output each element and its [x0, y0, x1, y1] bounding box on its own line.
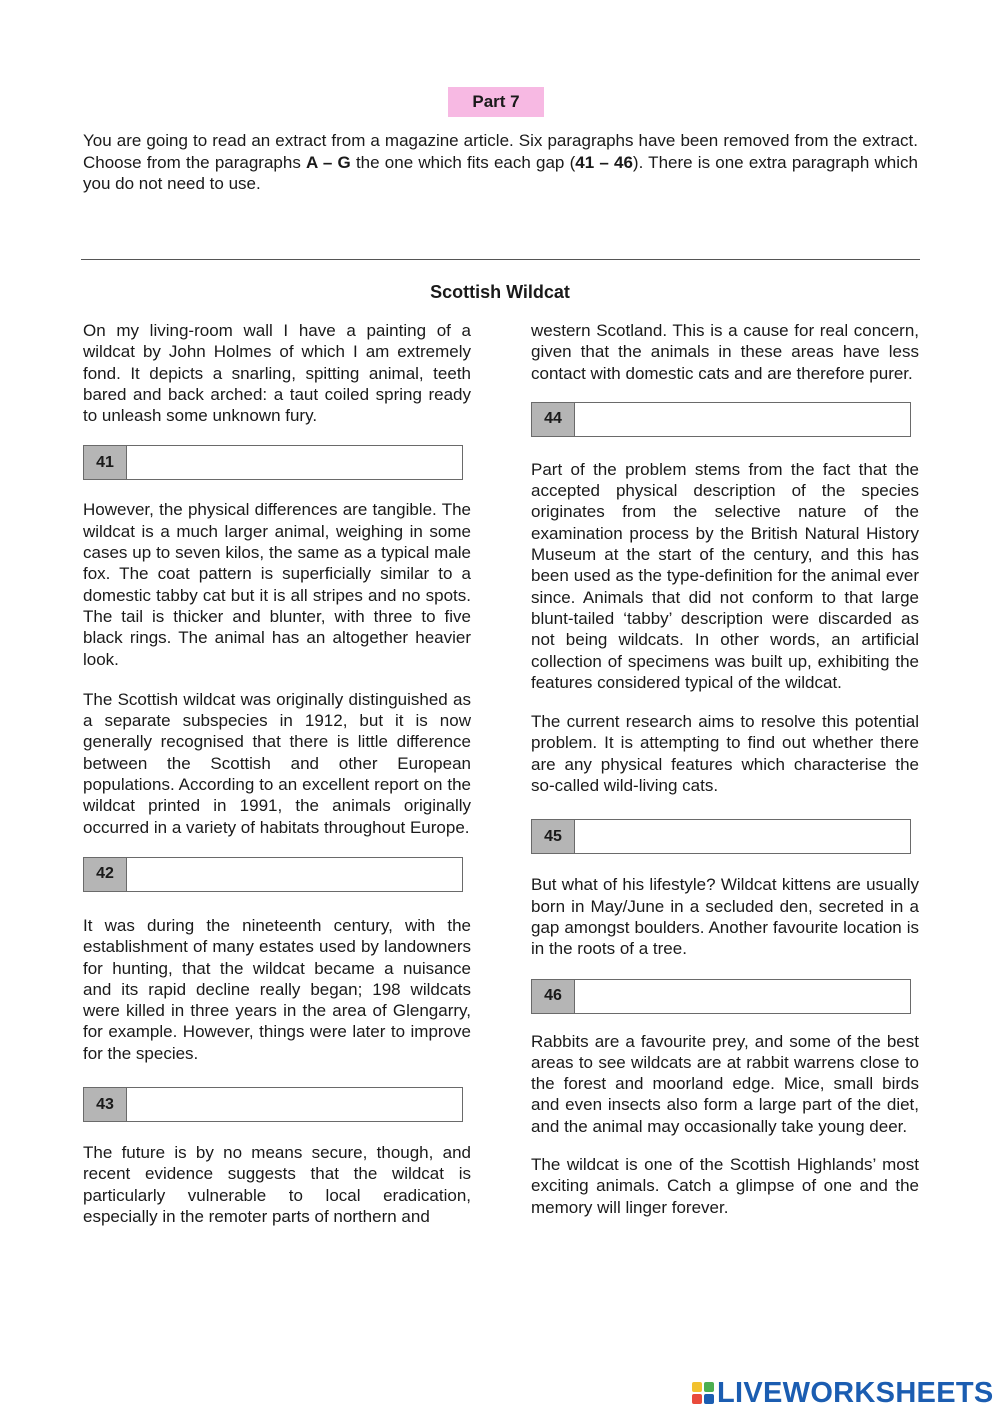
article-paragraph: But what of his lifestyle? Wildcat kittens are usually born in May/June in a secluded den, secreted in a gap amongst boulders. Another favourite location is in the roots of a tree.	[531, 875, 919, 959]
gap-46	[531, 979, 911, 1014]
article-paragraph: The current research aims to resolve this potential problem. It is attempting to find out whether there are any physical features which characterise the so-called wild-living cats.	[531, 712, 919, 796]
gap-number: 45	[532, 820, 575, 853]
gap-number: 43	[84, 1088, 127, 1121]
instructions-text: You are going to read an extract from a magazine article. Six paragraphs have been removed from the extract. Choose from the paragraphs	[83, 131, 918, 172]
article-paragraph: The Scottish wildcat was originally distinguished as a separate subspecies in 1912, but it is now generally recognised that there is little difference between the Scottish and other European populations. According to an excellent report on the wildcat printed in 1991, the animals originally occurred in a variety of habitats throughout Europe.	[83, 689, 471, 837]
gap-answer-input-44[interactable]	[575, 403, 910, 436]
gap-45	[531, 819, 911, 854]
article-paragraph: The future is by no means secure, though, and recent evidence suggests that the wildcat is particularly vulnerable to local eradication, especially in the remoter parts of northern and	[83, 1143, 471, 1226]
article-paragraph: The wildcat is one of the Scottish Highlands’ most exciting animals. Catch a glimpse of one and the memory will linger forever.	[531, 1155, 919, 1217]
article-paragraph: However, the physical differences are tangible. The wildcat is a much larger animal, weighing in some cases up to seven kilos, the same as a typical male fox. The coat pattern is superficially similar to a domestic tabby cat but it is all stripes and no spots. The tail is thicker and blunter, with three to five black rings. The animal has an altogether heavier look.	[83, 500, 471, 669]
gap-43	[83, 1087, 463, 1122]
gap-41	[83, 445, 463, 480]
liveworksheets-logo	[692, 1376, 994, 1410]
divider	[81, 259, 920, 260]
part-label: Part 7	[448, 87, 544, 117]
gap-answer-input-42[interactable]	[127, 858, 462, 891]
gap-answer-input-45[interactable]	[575, 820, 910, 853]
gap-number: 41	[84, 446, 127, 479]
article-paragraph: Rabbits are a favourite prey, and some of the best areas to see wildcats are at rabbit warrens close to the forest and moorland edge. Mice, small birds and even insects also form a large part of the diet, and the animal may occasionally take young deer.	[531, 1031, 919, 1136]
article-paragraph: On my living-room wall I have a painting of a wildcat by John Holmes of which I am extremely fond. It depicts a snarling, spitting animal, teeth bared and back arched: a taut coiled spring ready to unleash some unknown fury.	[83, 321, 471, 426]
gap-answer-input-41[interactable]	[127, 446, 462, 479]
left-column	[83, 320, 471, 1227]
gap-answer-input-43[interactable]	[127, 1088, 462, 1121]
gap-42	[83, 857, 463, 892]
instructions-bold: A – G	[306, 152, 351, 172]
gap-number: 42	[84, 858, 127, 891]
instructions-bold: 41 – 46	[575, 152, 633, 172]
liveworksheets-logo-icon	[692, 1382, 714, 1404]
logo-text: LIVEWORKSHEETS	[717, 1376, 994, 1409]
article-paragraph: It was during the nineteenth century, with the establishment of many estates used by landowners for hunting, that the wildcat became a nuisance and its rapid decline really began; 198 wildcats were killed in three years in the area of Glengarry, for example. However, things were later to improve for the species.	[83, 915, 471, 1063]
instructions	[83, 130, 918, 195]
article-paragraph: western Scotland. This is a cause for real concern, given that the animals in these areas have less contact with domestic cats and are therefore purer.	[531, 321, 919, 383]
right-column	[531, 320, 919, 1218]
gap-44	[531, 402, 911, 437]
gap-number: 46	[532, 980, 575, 1013]
article-paragraph: Part of the problem stems from the fact that the accepted physical description of the species originates from the selective nature of the examination process by the British Natural History Museum at the start of the century, and this has been used as the type-definition for the animal ever since. Animals that did not conform to that large blunt-tailed ‘tabby’ description were discarded as not being wildcats. In other words, an artificial collection of specimens was built up, exhibiting the features considered typical of the wildcat.	[531, 459, 919, 692]
article-title: Scottish Wildcat	[430, 282, 570, 302]
instructions-text: ). There is one extra paragraph which you do not need to use.	[83, 152, 918, 193]
instructions-text: the one which fits each gap (	[350, 152, 576, 172]
gap-number: 44	[532, 403, 575, 436]
gap-answer-input-46[interactable]	[575, 980, 910, 1013]
